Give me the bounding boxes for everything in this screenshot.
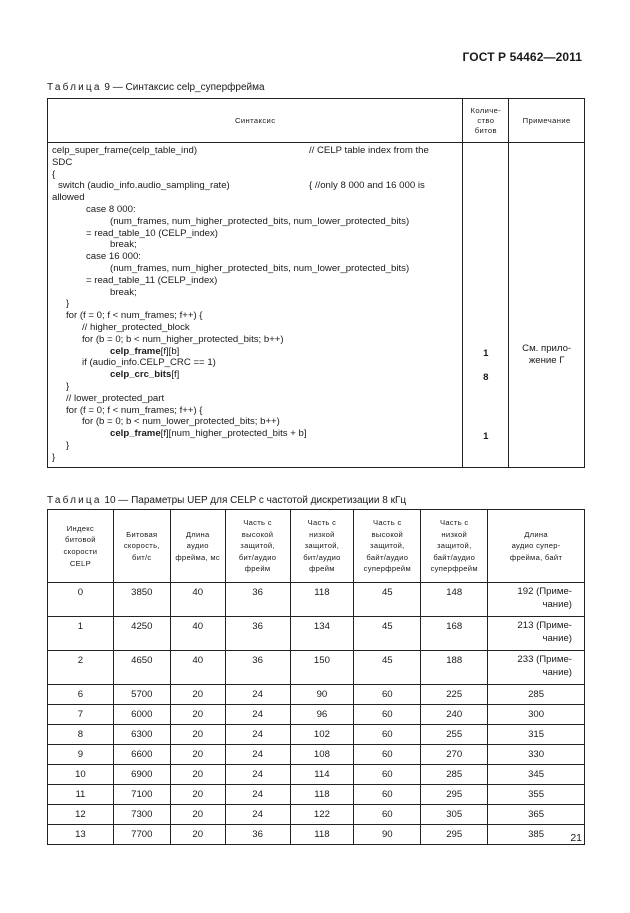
table-cell: 134	[290, 617, 354, 651]
header-line: защитой,	[436, 541, 472, 551]
header-line: CELP	[69, 558, 91, 568]
code-line: {	[52, 168, 56, 180]
bits-value-crc: 8	[483, 372, 489, 383]
table-cell: 0	[48, 583, 114, 617]
code-line: }	[66, 439, 70, 451]
code-line: }	[66, 380, 70, 392]
table-cell: 60	[354, 745, 421, 765]
cell-line: 233 (Приме-	[517, 654, 572, 665]
code-line: celp_crc_bits[f]	[110, 369, 180, 381]
header-line: Длина	[524, 529, 548, 539]
code-line: for (f = 0; f < num_frames; f++) {	[66, 310, 203, 322]
table-cell-superframe-length: 285	[488, 685, 585, 705]
table-10-header-row	[48, 510, 585, 583]
table-cell: 96	[290, 705, 354, 725]
table-cell: 36	[225, 651, 290, 685]
table-cell: 45	[354, 617, 421, 651]
table-cell: 40	[170, 651, 225, 685]
table-row	[48, 651, 585, 685]
code-line: if (audio_info.CELP_CRC == 1)	[82, 357, 216, 369]
code-line: // higher_protected_block	[82, 321, 190, 333]
code-line: = read_table_10 (CELP_index)	[86, 227, 219, 239]
table-cell: 40	[170, 617, 225, 651]
header-line: бит/с	[132, 552, 152, 562]
table-cell: 6600	[113, 745, 170, 765]
header-line: Часть с	[439, 518, 469, 528]
header-line: высокой	[371, 529, 404, 539]
table-9-body-row	[48, 143, 585, 468]
header-line: высокой	[241, 529, 274, 539]
table-9-caption-text: 9 — Синтаксис celp_суперфрейма	[101, 82, 265, 93]
header-line: низкой	[309, 529, 335, 539]
table-9-caption	[47, 82, 265, 93]
code-line: switch (audio_info.audio_sampling_rate) { //only 8 000 and 16 000 is	[58, 180, 425, 192]
header-line: аудио супер-	[511, 541, 561, 551]
table-row	[48, 583, 585, 617]
table-cell: 13	[48, 825, 114, 845]
code-line: }	[66, 298, 70, 310]
table-cell: 45	[354, 583, 421, 617]
table-cell: 255	[421, 725, 488, 745]
table-cell: 20	[170, 825, 225, 845]
note-line-2: жение Г	[528, 355, 565, 366]
table-cell: 122	[290, 805, 354, 825]
table-cell: 24	[225, 725, 290, 745]
table-cell: 6	[48, 685, 114, 705]
table-cell: 90	[354, 825, 421, 845]
table-row	[48, 705, 585, 725]
col-syntax: Синтаксис	[48, 99, 463, 143]
code-line: // lower_protected_part	[66, 392, 165, 404]
table-cell-superframe-length: 355	[488, 785, 585, 805]
table-cell: 8	[48, 725, 114, 745]
bits-column	[463, 143, 509, 468]
table-10-caption-text: 10 — Параметры UEP для CELP с частотой дискретизации 8 кГц	[101, 495, 407, 506]
document-header: ГОСТ Р 54462—2011	[462, 50, 582, 64]
header-line: скорости	[63, 547, 98, 556]
header-line: фрейма, байт	[509, 552, 563, 562]
table-9-header-row	[48, 99, 585, 143]
header-line: байт/аудио	[366, 552, 409, 562]
col-bits-line-2: ство	[477, 115, 495, 125]
table-cell-superframe-length: 315	[488, 725, 585, 745]
table-cell: 36	[225, 583, 290, 617]
header-line: суперфрейм	[430, 564, 478, 574]
table-cell: 114	[290, 765, 354, 785]
col-bits-line-3: битов	[474, 125, 497, 135]
table-cell: 20	[170, 765, 225, 785]
table-row	[48, 745, 585, 765]
col-bits-line-1: Количе-	[470, 105, 502, 115]
table-cell: 10	[48, 765, 114, 785]
table-cell: 20	[170, 705, 225, 725]
table-cell: 20	[170, 725, 225, 745]
note-text	[510, 343, 583, 367]
table-cell: 12	[48, 805, 114, 825]
header-line: битовой	[65, 535, 96, 545]
header-line: фрейма, мс	[175, 552, 220, 562]
code-line: celp_frame[f][b]	[110, 345, 180, 357]
code-comment: { //only 8 000 and 16 000 is	[309, 180, 425, 192]
table-cell: 102	[290, 725, 354, 745]
header-line: аудио	[186, 541, 209, 551]
code-line: case 8 000:	[86, 203, 136, 215]
table-cell: 148	[421, 583, 488, 617]
table-cell: 6900	[113, 765, 170, 785]
code-line: SDC	[52, 156, 73, 168]
col-note: Примечание	[509, 99, 585, 143]
table-cell: 24	[225, 705, 290, 725]
table-10-header-cell	[354, 510, 421, 583]
table-cell-superframe-length: 365	[488, 805, 585, 825]
table-cell: 60	[354, 785, 421, 805]
table-cell: 60	[354, 765, 421, 785]
table-cell: 3850	[113, 583, 170, 617]
table-10-body	[48, 583, 585, 845]
table-cell: 118	[290, 785, 354, 805]
table-row	[48, 765, 585, 785]
table-cell: 225	[421, 685, 488, 705]
table-cell: 90	[290, 685, 354, 705]
table-cell: 5700	[113, 685, 170, 705]
code-line: break;	[110, 239, 137, 251]
table-10-header-cell	[48, 510, 114, 583]
table-cell: 60	[354, 725, 421, 745]
table-row	[48, 805, 585, 825]
table-cell: 118	[290, 583, 354, 617]
table-cell: 9	[48, 745, 114, 765]
table-9	[47, 98, 585, 468]
header-line: защитой,	[240, 541, 275, 551]
table-cell: 108	[290, 745, 354, 765]
table-cell: 305	[421, 805, 488, 825]
table-cell: 36	[225, 825, 290, 845]
table-cell: 240	[421, 705, 488, 725]
table-cell-superframe-length	[488, 651, 585, 685]
code-line: break;	[110, 286, 137, 298]
table-cell: 7300	[113, 805, 170, 825]
page-number: 21	[570, 832, 582, 844]
table-10-header-cell	[488, 510, 585, 583]
header-line: Часть с	[243, 518, 272, 528]
table-cell: 24	[225, 785, 290, 805]
table-row	[48, 825, 585, 845]
table-row	[48, 617, 585, 651]
table-10-header-cell	[421, 510, 488, 583]
table-cell: 24	[225, 805, 290, 825]
table-10-header-cell	[170, 510, 225, 583]
header-line: Битовая	[126, 529, 158, 539]
table-cell: 11	[48, 785, 114, 805]
table-cell: 118	[290, 825, 354, 845]
table-10-header-cell	[113, 510, 170, 583]
cell-line: чание)	[542, 633, 572, 644]
cell-line: чание)	[542, 667, 572, 678]
header-line: защитой,	[304, 541, 340, 551]
code-line: }	[52, 451, 56, 463]
table-10-header-cell	[290, 510, 354, 583]
table-cell: 20	[170, 685, 225, 705]
table-10	[47, 509, 585, 845]
cell-line: чание)	[542, 599, 572, 610]
bits-value-lower: 1	[483, 431, 489, 442]
header-line: бит/аудио	[238, 552, 277, 562]
code-line: allowed	[52, 192, 85, 204]
table-10-caption-word: Таблица	[47, 495, 102, 506]
table-cell: 45	[354, 651, 421, 685]
cell-line: 213 (Приме-	[517, 620, 572, 631]
table-9-caption-word: Таблица	[47, 82, 102, 93]
table-cell-superframe-length	[488, 583, 585, 617]
code-line: (num_frames, num_higher_protected_bits, num_lower_protected_bits)	[110, 215, 410, 227]
header-line: скорость,	[123, 541, 160, 551]
table-row	[48, 785, 585, 805]
header-line: Индекс	[66, 523, 95, 533]
table-cell: 60	[354, 805, 421, 825]
table-cell-superframe-length: 300	[488, 705, 585, 725]
table-cell: 6000	[113, 705, 170, 725]
table-cell-superframe-length: 385	[488, 825, 585, 845]
table-cell-superframe-length: 330	[488, 745, 585, 765]
table-cell: 168	[421, 617, 488, 651]
table-cell: 40	[170, 583, 225, 617]
table-cell: 295	[421, 825, 488, 845]
header-line: Часть с	[373, 518, 402, 528]
table-cell: 20	[170, 805, 225, 825]
code-line: celp_frame[f][num_higher_protected_bits + b]	[110, 428, 307, 440]
table-cell: 270	[421, 745, 488, 765]
code-line: celp_super_frame(celp_table_ind) // CELP table index from the	[52, 145, 429, 156]
table-cell: 24	[225, 765, 290, 785]
table-cell: 2	[48, 651, 114, 685]
code-line: for (b = 0; b < num_higher_protected_bits; b++)	[82, 333, 284, 345]
header-line: байт/аудио	[433, 552, 476, 562]
header-line: фрейм	[309, 564, 335, 574]
code-line: case 16 000:	[86, 251, 141, 263]
header-line: бит/аудио	[303, 552, 341, 562]
table-cell-superframe-length: 345	[488, 765, 585, 785]
code-comment: // CELP table index from the	[309, 145, 429, 156]
header-line: низкой	[441, 529, 468, 539]
bits-value-frame: 1	[483, 348, 489, 359]
table-cell: 4650	[113, 651, 170, 685]
table-cell: 6300	[113, 725, 170, 745]
table-cell: 20	[170, 745, 225, 765]
note-line-1: См. прило-	[522, 343, 572, 354]
table-cell: 285	[421, 765, 488, 785]
header-line: Часть с	[307, 518, 337, 528]
table-cell: 24	[225, 745, 290, 765]
header-line: суперфрейм	[363, 564, 411, 574]
table-cell: 7700	[113, 825, 170, 845]
table-cell: 150	[290, 651, 354, 685]
table-cell: 295	[421, 785, 488, 805]
table-cell: 20	[170, 785, 225, 805]
code-line: = read_table_11 (CELP_index)	[86, 274, 218, 286]
table-cell: 188	[421, 651, 488, 685]
table-10-caption	[47, 495, 406, 506]
syntax-code	[48, 143, 463, 468]
table-cell: 4250	[113, 617, 170, 651]
table-row	[48, 685, 585, 705]
code-line: for (f = 0; f < num_frames; f++) {	[66, 404, 203, 416]
table-cell: 7	[48, 705, 114, 725]
table-cell-superframe-length	[488, 617, 585, 651]
table-cell: 1	[48, 617, 114, 651]
header-line: Длина	[185, 529, 210, 539]
table-10-header-cell	[225, 510, 290, 583]
header-line: защитой,	[370, 541, 405, 551]
note-column	[509, 143, 585, 468]
cell-line: 192 (Приме-	[517, 586, 572, 597]
col-bits	[463, 99, 509, 143]
code-line: for (b = 0; b < num_lower_protected_bits; b++)	[82, 416, 280, 428]
table-cell: 36	[225, 617, 290, 651]
table-cell: 24	[225, 685, 290, 705]
table-cell: 7100	[113, 785, 170, 805]
table-row	[48, 725, 585, 745]
code-line: (num_frames, num_higher_protected_bits, num_lower_protected_bits)	[110, 262, 410, 274]
table-cell: 60	[354, 685, 421, 705]
header-line: фрейм	[244, 564, 271, 574]
table-cell: 60	[354, 705, 421, 725]
